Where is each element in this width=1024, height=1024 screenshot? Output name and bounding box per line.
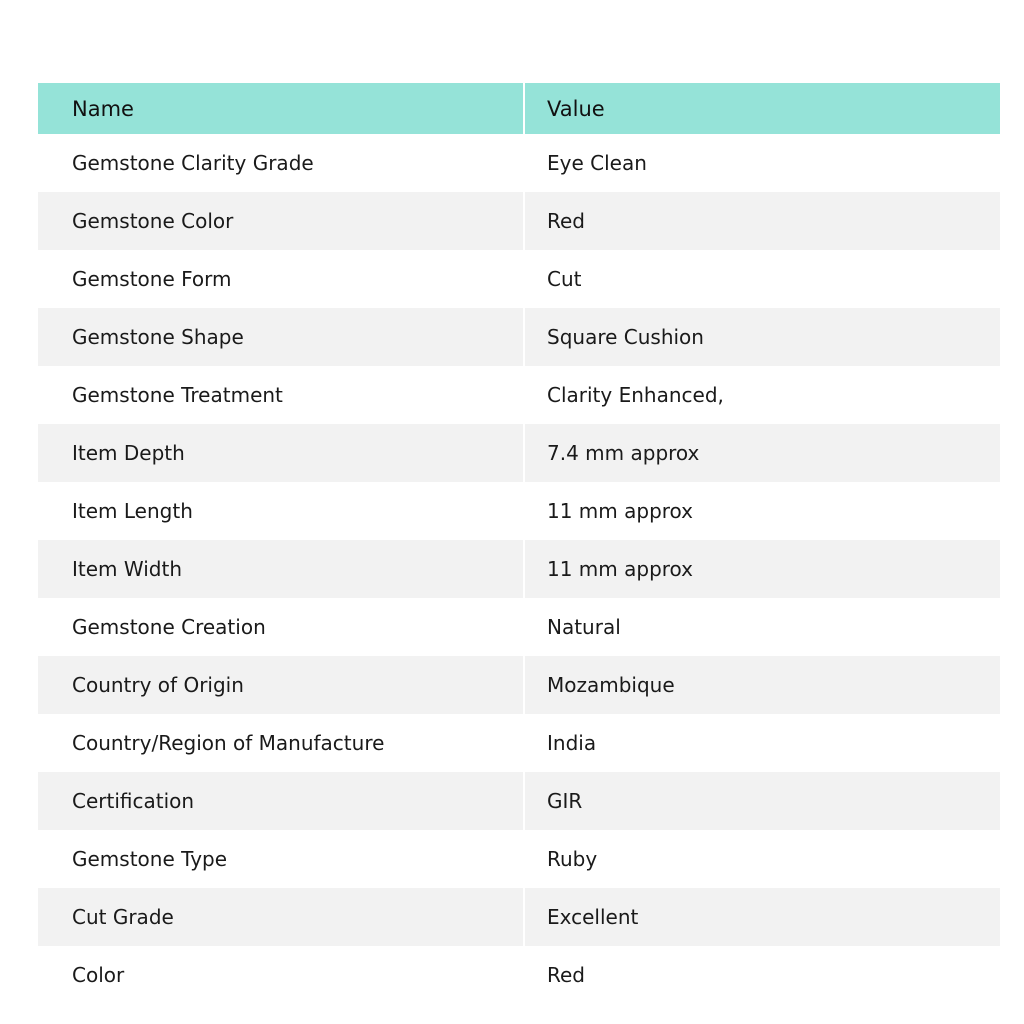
row-value-cell: GIR — [547, 789, 583, 813]
row-value-cell: Excellent — [547, 905, 639, 929]
row-value-cell: 7.4 mm approx — [547, 441, 700, 465]
row-name-cell: Cut Grade — [38, 888, 524, 946]
row-name-cell: Gemstone Shape — [38, 308, 524, 366]
specifications-table — [38, 83, 1000, 1004]
row-name-cell: Certification — [38, 772, 524, 830]
table-row — [38, 772, 1000, 830]
row-value-cell: Natural — [547, 615, 621, 639]
row-name-cell: Gemstone Color — [38, 192, 524, 250]
table-row — [38, 888, 1000, 946]
column-header-name: Name — [38, 83, 524, 134]
row-name-cell: Item Depth — [38, 424, 524, 482]
row-value-cell: Eye Clean — [547, 151, 647, 175]
row-name-cell: Gemstone Treatment — [38, 366, 524, 424]
table-row — [38, 366, 1000, 424]
row-value-cell: Clarity Enhanced, — [547, 383, 724, 407]
row-name-cell: Item Length — [38, 482, 524, 540]
table-row — [38, 250, 1000, 308]
row-value-cell: Red — [547, 209, 585, 233]
row-name-cell: Country/Region of Manufacture — [38, 714, 524, 772]
row-value-cell: Ruby — [547, 847, 598, 871]
table-row — [38, 308, 1000, 366]
row-value-cell: Cut — [547, 267, 582, 291]
table-row — [38, 714, 1000, 772]
table-row — [38, 192, 1000, 250]
table-row — [38, 482, 1000, 540]
row-value-cell: Red — [547, 963, 585, 987]
table-row — [38, 540, 1000, 598]
specifications-table-container — [38, 83, 1000, 1004]
column-header-value: Value — [547, 96, 605, 121]
table-header-row — [38, 83, 1000, 134]
row-value-cell: Mozambique — [547, 673, 675, 697]
table-row — [38, 946, 1000, 1004]
row-name-cell: Gemstone Form — [38, 250, 524, 308]
row-name-cell: Item Width — [38, 540, 524, 598]
row-name-cell: Country of Origin — [38, 656, 524, 714]
table-row — [38, 424, 1000, 482]
row-name-cell: Gemstone Type — [38, 830, 524, 888]
row-value-cell: 11 mm approx — [547, 499, 694, 523]
table-row — [38, 598, 1000, 656]
row-name-cell: Gemstone Creation — [38, 598, 524, 656]
row-value-cell: India — [547, 731, 597, 755]
table-row — [38, 830, 1000, 888]
table-row — [38, 134, 1000, 192]
table-row — [38, 656, 1000, 714]
row-name-cell: Color — [38, 946, 524, 1004]
row-value-cell: 11 mm approx — [547, 557, 694, 581]
row-value-cell: Square Cushion — [547, 325, 704, 349]
row-name-cell: Gemstone Clarity Grade — [38, 134, 524, 192]
